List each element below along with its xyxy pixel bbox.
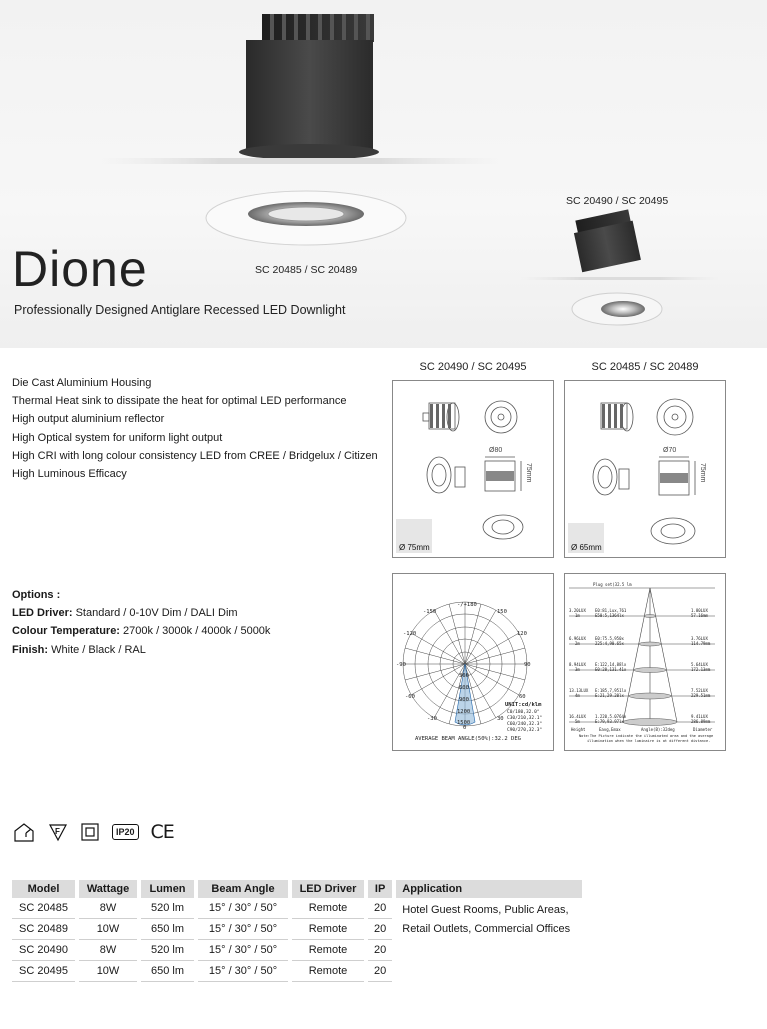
illum-left: 6.96LUX bbox=[569, 636, 586, 641]
feature-item: Die Cast Aluminium Housing bbox=[12, 377, 152, 389]
cell-ip: 20 bbox=[368, 961, 392, 982]
cell-led-driver: Remote bbox=[292, 919, 364, 940]
cutout-label: Ø 75mm bbox=[399, 543, 430, 552]
application-line: Retail Outlets, Commercial Offices bbox=[402, 923, 571, 935]
polar-angle: -60 bbox=[405, 694, 415, 700]
option-label: LED Driver: bbox=[12, 607, 73, 620]
feature-item: High output aluminium reflector bbox=[12, 413, 165, 426]
illum-mid: E:21,29.20lx bbox=[595, 693, 624, 698]
illum-footer-col: Eavg,Emax bbox=[599, 727, 621, 732]
option-label: Colour Temperature: bbox=[12, 625, 120, 638]
illum-note: illumination when the luminaire is at different distance. bbox=[587, 739, 711, 743]
cell-ip: 20 bbox=[368, 898, 392, 919]
cell-lumen: 520 lm bbox=[141, 940, 194, 961]
illum-mid: E:122,14,88lx bbox=[595, 662, 627, 667]
polar-legend-entry: C90/270,32.3° bbox=[507, 728, 543, 733]
polar-radial: 300 bbox=[459, 673, 469, 679]
cell-model: SC 20490 bbox=[12, 940, 75, 961]
cell-beam-angle: 15° / 30° / 50° bbox=[198, 898, 288, 919]
cell-lumen: 650 lm bbox=[141, 961, 194, 982]
cell-model: SC 20489 bbox=[12, 919, 75, 940]
drawing-panel-right bbox=[564, 380, 726, 558]
product-title: Dione bbox=[12, 241, 148, 297]
illum-note: Note:The Picture indicate the illuminated area and the average bbox=[579, 734, 714, 738]
dimension-height: 75mm bbox=[699, 463, 706, 483]
column-header: Application bbox=[396, 880, 582, 898]
cell-ip: 20 bbox=[368, 919, 392, 940]
illum-left: 8.94LUX bbox=[569, 662, 586, 667]
hero-label-small: SC 20490 / SC 20495 bbox=[566, 195, 669, 207]
option-finish bbox=[12, 641, 270, 659]
polar-radial: 1500 bbox=[457, 720, 471, 726]
option-led-driver bbox=[12, 604, 270, 622]
polar-angle: 30 bbox=[497, 716, 504, 722]
options-heading: Options : bbox=[12, 589, 61, 601]
polar-footer: AVERAGE BEAM ANGLE(50%):32.2 DEG bbox=[415, 736, 521, 742]
option-value: 2700k / 3000k / 4000k / 5000k bbox=[119, 625, 271, 638]
illum-right: 57.16mm bbox=[691, 613, 708, 618]
hero-label-large: SC 20485 / SC 20489 bbox=[255, 264, 358, 276]
cell-ip: 20 bbox=[368, 940, 392, 961]
column-header: Beam Angle bbox=[198, 880, 288, 898]
polar-angle: 60 bbox=[519, 694, 526, 700]
polar-bottom-label: 0 bbox=[463, 725, 467, 731]
column-header: Wattage bbox=[79, 880, 137, 898]
specifications-table bbox=[8, 880, 586, 982]
polar-radial: 600 bbox=[459, 685, 469, 691]
certification-icons bbox=[12, 821, 174, 843]
cell-model: SC 20495 bbox=[12, 961, 75, 982]
illum-footer-col: Height bbox=[571, 727, 586, 732]
ce-mark-icon bbox=[151, 821, 174, 843]
polar-top-label: -/+180 bbox=[457, 602, 477, 608]
column-header: LED Driver bbox=[292, 880, 364, 898]
ip20-icon bbox=[112, 821, 139, 843]
illum-right: 7.52LUX bbox=[691, 688, 708, 693]
large-downlight-image bbox=[100, 14, 500, 245]
table-row bbox=[12, 898, 582, 919]
option-label: Finish: bbox=[12, 643, 49, 656]
column-header: Model bbox=[12, 880, 75, 898]
illum-right: 1.80LUX bbox=[691, 608, 708, 613]
dimension-width: Ø80 bbox=[489, 447, 503, 454]
illum-right: 229.51mm bbox=[691, 693, 711, 698]
illum-right: 286.89mm bbox=[691, 719, 711, 724]
cell-wattage: 8W bbox=[79, 940, 137, 961]
column-header: Lumen bbox=[141, 880, 194, 898]
polar-angle: 150 bbox=[497, 609, 507, 615]
feature-item: High CRI with long colour consistency LED from CREE / Bridgelux / Citizen bbox=[12, 449, 378, 462]
ce-mark-text: CE bbox=[150, 821, 174, 843]
polar-angle: 90 bbox=[524, 662, 531, 668]
option-value: White / Black / RAL bbox=[48, 643, 146, 656]
polar-angle: -30 bbox=[427, 716, 437, 722]
polar-angle: -90 bbox=[396, 662, 406, 668]
class-II-icon bbox=[80, 821, 100, 843]
illum-right: 5.64LUX bbox=[691, 662, 708, 667]
illum-left: 16.4LUX bbox=[569, 714, 586, 719]
drawing-title-right: SC 20485 / SC 20489 bbox=[591, 361, 699, 373]
illum-footer-col: Angle(B):32deg bbox=[641, 727, 675, 732]
drawing-panel-left bbox=[392, 380, 554, 558]
small-downlight-image bbox=[520, 209, 720, 325]
illum-right: 172.13mm bbox=[691, 667, 711, 672]
illum-left: 13.13LUX bbox=[569, 688, 589, 693]
cutout-label: Ø 65mm bbox=[571, 543, 602, 552]
polar-angle: 120 bbox=[517, 631, 527, 637]
illum-mid: E0:75.5,950x bbox=[595, 636, 624, 641]
column-header: IP bbox=[368, 880, 392, 898]
cell-wattage: 10W bbox=[79, 961, 137, 982]
cell-lumen: 520 lm bbox=[141, 898, 194, 919]
illum-mid: E0:28,131.41x bbox=[595, 667, 627, 672]
cell-beam-angle: 15° / 30° / 50° bbox=[198, 919, 288, 940]
illum-mid: 225:4,90.65x bbox=[595, 641, 624, 646]
option-value: Standard / 0-10V Dim / DALI Dim bbox=[72, 607, 238, 620]
polar-legend-entry: C0/180,32.0° bbox=[507, 710, 540, 715]
polar-angle: -120 bbox=[403, 631, 417, 637]
illum-mid: E:185,7,951lx bbox=[595, 688, 627, 693]
polar-radial: 1200 bbox=[457, 709, 471, 715]
table-header-row bbox=[12, 880, 582, 898]
illum-left: 4m bbox=[575, 693, 580, 698]
illum-mid: E0:81,Lux,761 bbox=[595, 608, 627, 613]
product-subtitle: Professionally Designed Antiglare Recessed LED Downlight bbox=[14, 303, 346, 317]
drawing-title-left: SC 20490 / SC 20495 bbox=[419, 361, 527, 373]
feature-list bbox=[12, 374, 378, 483]
cell-application bbox=[396, 898, 582, 982]
svg-text:F: F bbox=[55, 827, 60, 836]
polar-diagram bbox=[393, 574, 553, 750]
feature-item: Thermal Heat sink to dissipate the heat for optimal LED performance bbox=[12, 395, 347, 408]
cell-led-driver: Remote bbox=[292, 961, 364, 982]
dimension-width: Ø70 bbox=[663, 447, 677, 454]
illum-right: 114.79mm bbox=[691, 641, 711, 646]
feature-item: High Luminous Efficacy bbox=[12, 468, 127, 481]
F-mark-icon bbox=[48, 821, 68, 843]
illum-left: 1m bbox=[575, 613, 580, 618]
illum-header: Plug set(32.5 lm bbox=[593, 582, 632, 587]
cell-wattage: 10W bbox=[79, 919, 137, 940]
polar-radial: 900 bbox=[459, 697, 469, 703]
illum-left: 3m bbox=[575, 667, 580, 672]
illum-mid: E:79,93.97lx bbox=[595, 719, 624, 724]
cell-led-driver: Remote bbox=[292, 940, 364, 961]
illum-mid: E50:5,1364lx bbox=[595, 613, 624, 618]
options-section bbox=[12, 586, 270, 659]
illum-left: 3.20LUX bbox=[569, 608, 586, 613]
cell-beam-angle: 15° / 30° / 50° bbox=[198, 940, 288, 961]
application-line: Hotel Guest Rooms, Public Areas, bbox=[402, 904, 569, 916]
polar-legend-entry: C30/210,32.1° bbox=[507, 716, 543, 721]
illum-right: 3.76LUX bbox=[691, 636, 708, 641]
polar-diagram-panel bbox=[392, 573, 554, 751]
illum-left: 5m bbox=[575, 719, 580, 724]
polar-legend-title: UNIT:cd/klm bbox=[505, 702, 542, 708]
cell-lumen: 650 lm bbox=[141, 919, 194, 940]
illum-footer-col: Diameter bbox=[693, 727, 713, 732]
cell-wattage: 8W bbox=[79, 898, 137, 919]
hero-banner bbox=[0, 0, 767, 348]
illuminance-diagram-panel bbox=[564, 573, 726, 751]
dimension-height: 75mm bbox=[525, 463, 532, 483]
cell-beam-angle: 15° / 30° / 50° bbox=[198, 961, 288, 982]
ip-rating-badge: IP20 bbox=[112, 824, 139, 840]
option-colour-temperature bbox=[12, 622, 270, 640]
illuminance-diagram bbox=[565, 574, 725, 750]
illum-left: 2m bbox=[575, 641, 580, 646]
illum-mid: 1.220,5.0764x bbox=[595, 714, 627, 719]
cell-led-driver: Remote bbox=[292, 898, 364, 919]
polar-legend-entry: C60/240,32.3° bbox=[507, 722, 543, 727]
feature-item: High Optical system for uniform light output bbox=[12, 431, 223, 444]
cell-model: SC 20485 bbox=[12, 898, 75, 919]
illum-right: 9.41LUX bbox=[691, 714, 708, 719]
polar-angle: -150 bbox=[423, 609, 437, 615]
indoor-house-icon bbox=[12, 821, 36, 843]
